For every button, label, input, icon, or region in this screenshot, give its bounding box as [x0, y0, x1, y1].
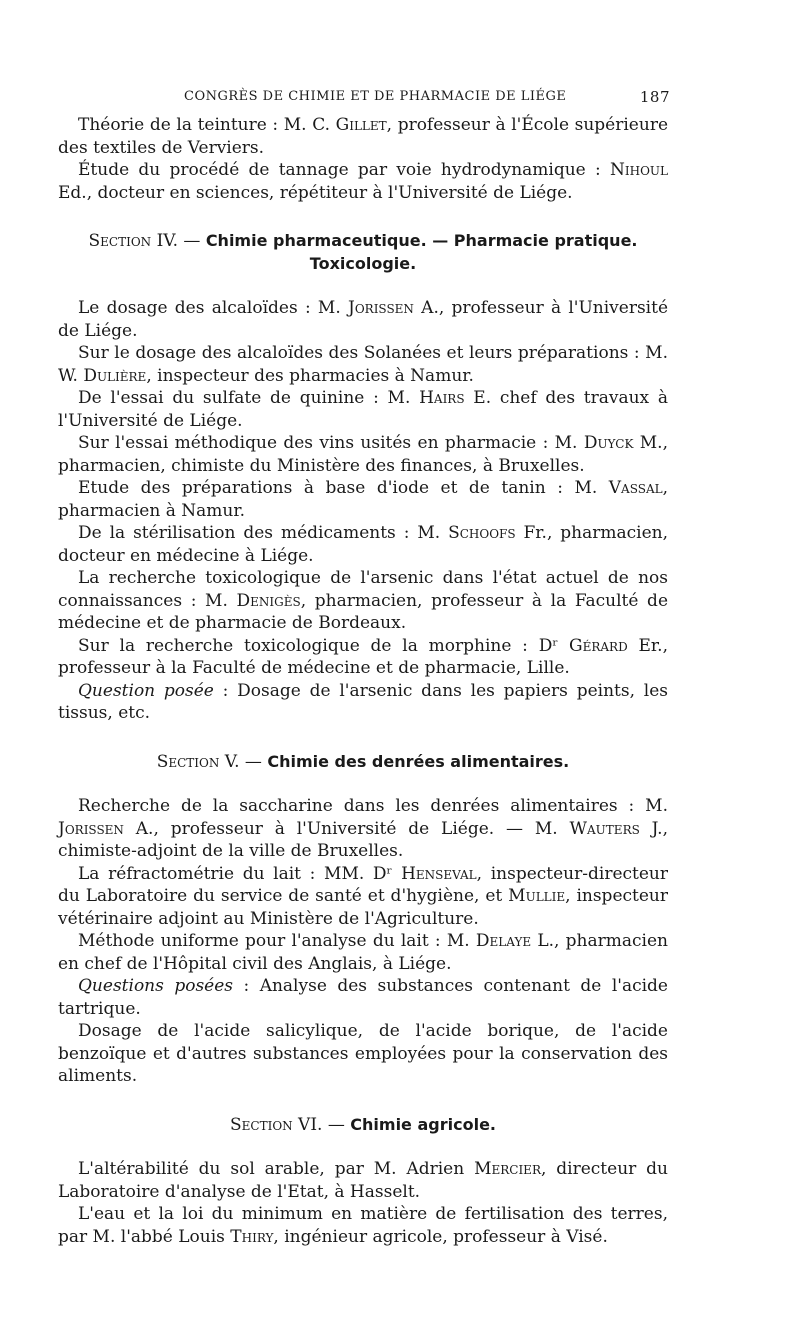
entry-paragraph	[58, 567, 668, 635]
section-heading	[58, 751, 668, 774]
section-subtitle: Toxicologie.	[309, 253, 417, 273]
entry-text: , inspecteur-directeur du Laboratoire du service de santé et d'hygiène, et	[58, 863, 668, 906]
entry-text: De la stérilisation des médicaments : M.	[78, 523, 449, 543]
entry-text: Etude des préparations à base d'iode et de tanin : M.	[78, 478, 609, 498]
section-label: Section IV.	[88, 231, 178, 251]
entry-paragraph	[58, 863, 668, 931]
entry-text: : Analyse des substances contenant de l'acide tartrique.	[58, 976, 668, 1019]
entry-paragraph	[58, 522, 668, 567]
entry-text: Ed., docteur en sciences, répétiteur à l'Université de Liége.	[58, 182, 573, 203]
entry-text: Méthode uniforme pour l'analyse du lait : M.	[78, 931, 476, 951]
entry-text: Dosage de l'acide salicylique, de l'acide borique, de l'acide benzoïque et d'autres substances employées pour la conservation des aliments.	[58, 1021, 668, 1086]
entry-text: Étude du procédé de tannage par voie hydrodynamique :	[78, 160, 610, 180]
person-name: Jorissen	[58, 818, 124, 839]
entry-text: La recherche toxicologique de l'arsenic dans l'état actuel de nos connaissances : M.	[58, 568, 668, 611]
entry-paragraph	[58, 975, 668, 1020]
person-name: Schoofs	[448, 523, 516, 543]
entry-text: : Dosage de l'arsenic dans les papiers peints, les tissus, etc.	[58, 680, 668, 723]
person-name: Dulière	[83, 365, 147, 386]
entry-text: Sur l'essai méthodique des vins usités en pharmacie : M.	[78, 433, 584, 453]
section-label: Section V.	[156, 751, 240, 772]
person-name: Gillet	[335, 115, 387, 135]
person-name: Mercier	[474, 1159, 541, 1179]
entry-text: Er., professeur à la Faculté de médecine et de pharmacie, Lille.	[58, 635, 668, 678]
entry-text: , pharmacien à Namur.	[58, 478, 668, 521]
entry-text: Sur la recherche toxicologique de la morphine : Dʳ	[78, 635, 570, 656]
entry-paragraph	[58, 1020, 668, 1088]
entry-text: , ingénieur agricole, professeur à Visé.	[273, 1226, 608, 1247]
section-heading	[58, 230, 668, 275]
question-label: Questions posées	[78, 976, 234, 996]
person-name: Gérard	[569, 635, 628, 656]
person-name: Nihoul	[610, 160, 668, 180]
entry-text: L'eau et la loi du minimum en matière de fertilisation des terres, par M. l'abbé Louis	[58, 1204, 668, 1247]
entry-text: Sur le dosage des alcaloïdes des Solanées et leurs préparations : M. W.	[58, 343, 668, 386]
entry-paragraph	[58, 342, 668, 387]
entry-paragraph	[58, 795, 668, 863]
section-title: Chimie des denrées alimentaires.	[267, 751, 570, 771]
entry-text: A., professeur à l'Université de Liége. — M.	[123, 818, 570, 839]
entry-text: J., chimiste-adjoint de la ville de Bruxelles.	[58, 818, 668, 861]
entry-text: A., professeur à l'Université de Liége.	[58, 298, 668, 341]
entry-paragraph	[58, 387, 668, 432]
entry-text: Théorie de la teinture : M. C.	[78, 115, 336, 135]
running-header	[62, 86, 670, 108]
section-dash: —	[322, 1114, 351, 1135]
header-title: CONGRÈS DE CHIMIE ET DE PHARMACIE DE LIÉGE	[184, 89, 567, 104]
entry-text: Fr., pharmacien, docteur en médecine à Liége.	[58, 523, 668, 566]
entry-text: L., pharmacien en chef de l'Hôpital civil des Anglais, à Liége.	[58, 931, 668, 974]
entry-text: , pharmacien, professeur à la Faculté de médecine et de pharmacie de Bordeaux.	[58, 590, 668, 633]
entry-text: La réfractométrie du lait : MM. Dʳ	[78, 863, 402, 884]
entry-text: L'altérabilité du sol arable, par M. Adrien	[78, 1159, 475, 1179]
entry-paragraph	[58, 114, 668, 159]
entry-text: M., pharmacien, chimiste du Ministère des finances, à Bruxelles.	[58, 433, 668, 476]
entry-paragraph	[58, 432, 668, 477]
entry-text: , inspecteur vétérinaire adjoint au Ministère de l'Agriculture.	[58, 886, 668, 929]
section-label: Section VI.	[229, 1114, 323, 1135]
person-name: Hairs	[419, 388, 465, 408]
person-name: Henseval	[401, 863, 477, 884]
person-name: Wauters	[569, 818, 640, 839]
section-title: Chimie agricole.	[350, 1114, 496, 1134]
section-dash: —	[178, 231, 206, 251]
section-heading	[58, 1114, 668, 1137]
entry-paragraph	[58, 297, 668, 342]
page-number: 187	[639, 88, 670, 106]
entry-text: De l'essai du sulfate de quinine : M.	[78, 388, 420, 408]
section-dash: —	[239, 751, 268, 772]
person-name: Thiry	[230, 1226, 274, 1247]
entry-text: , inspecteur des pharmacies à Namur.	[146, 365, 474, 386]
person-name: Vassal	[608, 478, 663, 498]
entry-text: , directeur du Laboratoire d'analyse de l'Etat, à Hasselt.	[58, 1159, 668, 1202]
entry-text: , professeur à l'École supérieure des textiles de Verviers.	[58, 115, 669, 158]
entry-paragraph	[58, 1158, 668, 1203]
entry-paragraph	[58, 477, 668, 522]
question-label: Question posée	[78, 680, 214, 701]
entry-text: E. chef des travaux à l'Université de Liége.	[58, 388, 668, 431]
person-name: Duyck	[583, 433, 634, 453]
entry-paragraph	[58, 930, 668, 975]
person-name: Denigès	[236, 590, 301, 611]
entry-paragraph	[58, 1203, 668, 1248]
entry-paragraph	[58, 159, 668, 204]
person-name: Jorissen	[348, 298, 414, 318]
page-body	[58, 114, 668, 1248]
person-name: Delaye	[475, 931, 532, 951]
entry-text: Le dosage des alcaloïdes : M.	[78, 298, 348, 318]
entry-paragraph	[58, 635, 668, 680]
person-name: Mullie	[508, 886, 566, 906]
entry-paragraph	[58, 680, 668, 725]
section-title: Chimie pharmaceutique. — Pharmacie pratique.	[205, 231, 638, 250]
entry-text: Recherche de la saccharine dans les denrées alimentaires : M.	[78, 796, 668, 816]
